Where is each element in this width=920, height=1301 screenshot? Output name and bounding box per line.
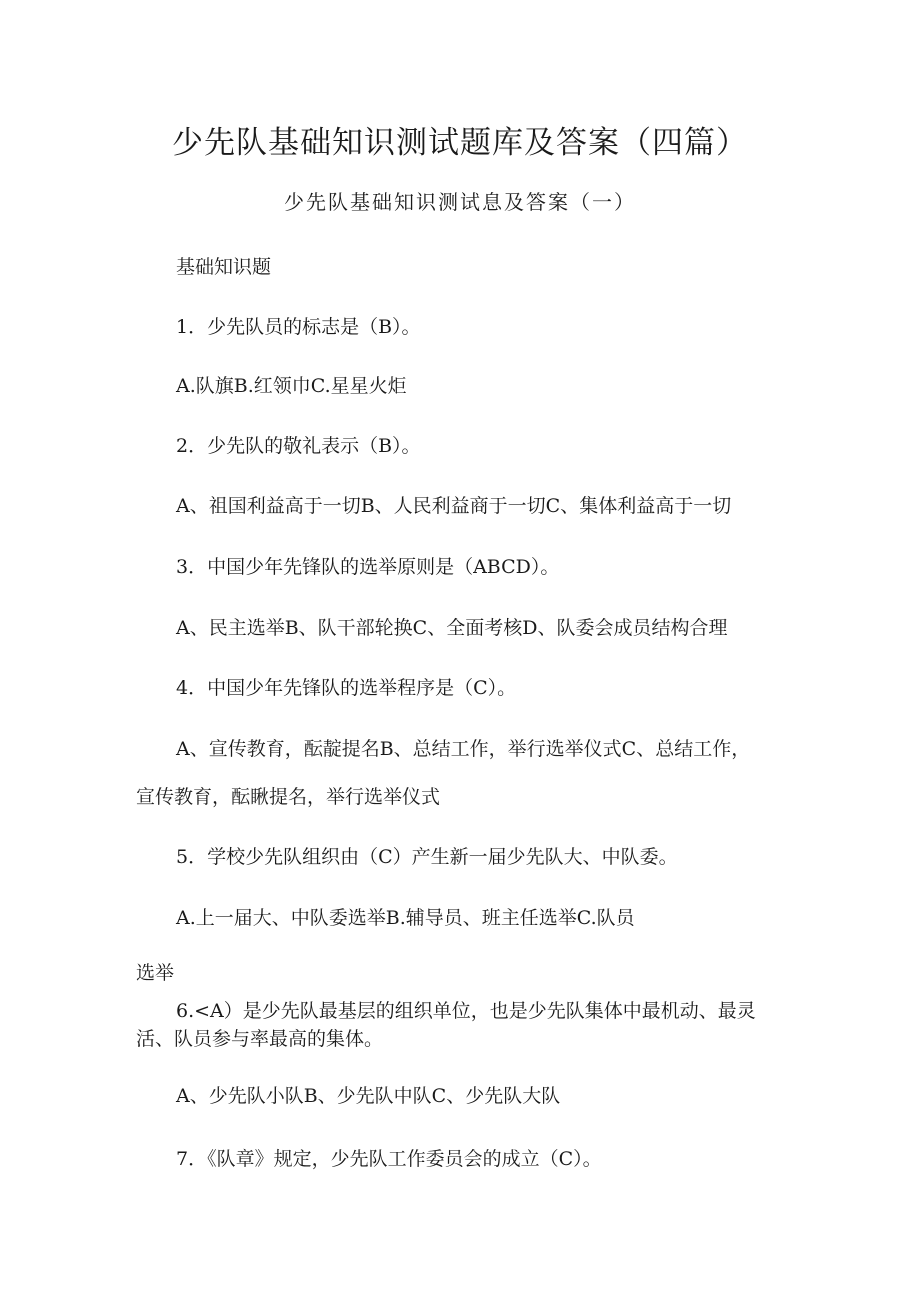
question-3-options: A、民主选举B、队干部轮换C、全面考核D、队委会成员结构合理 [176, 617, 728, 639]
document-subtitle: 少先队基础知识测试息及答案（一） [284, 190, 636, 214]
question-5-options-line-2: 选举 [136, 962, 175, 984]
question-7: 7．《队章》规定，少先队工作委员会的成立（C）。 [176, 1148, 602, 1170]
document-title: 少先队基础知识测试题库及答案（四篇） [172, 125, 748, 161]
question-2-options: A、祖国利益高于一切B、人民利益商于一切C、集体利益高于一切 [176, 495, 732, 517]
question-5: 5．学校少先队组织由（C）产生新一届少先队大、中队委。 [176, 846, 678, 868]
section-heading: 基础知识题 [176, 256, 272, 278]
question-4-options-line-2: 宣传教育，酝瞅提名，举行选举仪式 [136, 786, 441, 808]
question-6-line-2: 活、队员参与率最高的集体。 [136, 1028, 384, 1050]
question-6-line-1: 6.<A）是少先队最基层的组织单位，也是少先队集体中最机动、最灵 [176, 1000, 756, 1022]
question-1: 1．少先队员的标志是（B）。 [176, 316, 421, 338]
question-5-options: A.上一届大、中队委选举B.辅导员、班主任选举C.队员 [176, 907, 635, 929]
question-6-options: A、少先队小队B、少先队中队C、少先队大队 [176, 1085, 561, 1107]
question-3: 3．中国少年先锋队的选举原则是（ABCD）。 [176, 556, 560, 578]
question-2: 2．少先队的敬礼表示（B）。 [176, 435, 421, 457]
question-4: 4．中国少年先锋队的选举程序是（C）。 [176, 677, 517, 699]
question-4-options-line-1: A、宣传教育，酝靛提名B、总结工作，举行选举仪式C、总结工作， [176, 738, 751, 760]
question-1-options: A.队旗B.红领巾C.星星火炬 [176, 375, 407, 397]
